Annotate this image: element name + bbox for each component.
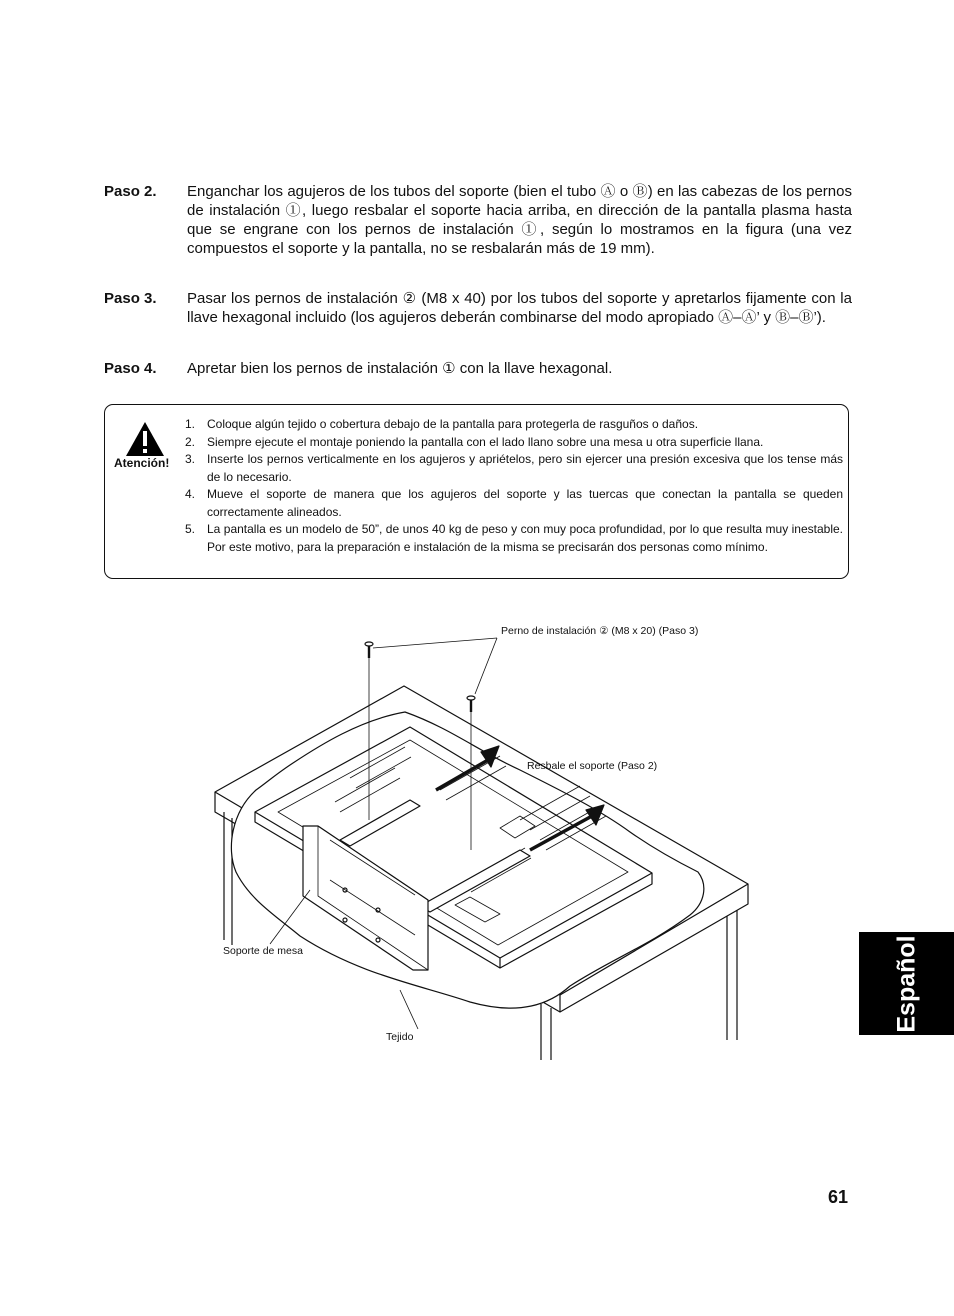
item-text: Inserte los pernos verticalmente en los agujeros y apriételos, pero sin ejercer una presión excesiva que los tense más de lo necesario. (207, 452, 843, 484)
list-item (185, 451, 843, 486)
warning-triangle-icon (125, 421, 165, 457)
item-text: Coloque algún tejido o cobertura debajo de la pantalla para protegerla de rasguños o daños. (207, 417, 699, 431)
callout-stand: Soporte de mesa (223, 945, 303, 957)
step-3 (104, 289, 852, 327)
caution-list (185, 416, 843, 556)
step-label: Paso 2. (104, 183, 157, 200)
step-text: Enganchar los agujeros de los tubos del soporte (bien el tubo Ⓐ o Ⓑ) en las cabezas de los pernos de instalación ①, luego resbalar el soporte hacia arriba, en dirección de la pantalla plasma hasta que se engrane con los pernos de instalación ①, según lo mostramos en la figura (una vez compuestos el soporte y la pantalla, no se resbalarán más de 19 mm). (187, 183, 852, 257)
language-tab (859, 932, 954, 1035)
caution-label: Atención! (114, 456, 170, 470)
item-number: 3. (185, 452, 196, 466)
item-text: Siempre ejecute el montaje poniendo la pantalla con el lado llano sobre una mesa u otra superficie llana. (207, 434, 764, 449)
callout-bolt: Perno de instalación ② (M8 x 20) (Paso 3) (501, 625, 699, 637)
callout-cloth: Tejido (386, 1031, 414, 1043)
step-text: Apretar bien los pernos de instalación ① con la llave hexagonal. (187, 360, 613, 377)
item-text: Mueve el soporte de manera que los agujeros del soporte y las tuercas que conectan la pantalla se queden correctamente alineados. (207, 487, 843, 519)
item-number: 4. (185, 487, 196, 501)
list-item (185, 416, 843, 434)
assembly-illustration (200, 620, 760, 1070)
step-label: Paso 4. (104, 360, 157, 377)
item-number: 1. (185, 417, 196, 431)
list-item (185, 434, 843, 452)
item-number: 5. (185, 522, 196, 536)
list-item (185, 486, 843, 521)
language-tab-label: Español (892, 934, 920, 1033)
caution-box (104, 404, 849, 579)
step-label: Paso 3. (104, 290, 157, 307)
step-2 (104, 182, 852, 258)
item-text: La pantalla es un modelo de 50”, de unos 40 kg de peso y con muy poca profundidad, por lo que resulta muy inestable. Por este motivo, para la preparación e instalación de la misma se precisarán dos personas como mínimo. (207, 522, 843, 554)
step-text: Pasar los pernos de instalación ② (M8 x 40) por los tubos del soporte y apretarlos fijamente con la llave hexagonal incluido (los agujeros deberán combinarse del modo apropiado Ⓐ–Ⓐ’ y Ⓑ–Ⓑ’). (187, 290, 852, 326)
step-4 (104, 359, 852, 378)
list-item (185, 521, 843, 556)
callout-slide: Resbale el soporte (Paso 2) (527, 760, 658, 772)
item-number: 2. (185, 434, 196, 449)
page-number: 61 (828, 1187, 849, 1207)
